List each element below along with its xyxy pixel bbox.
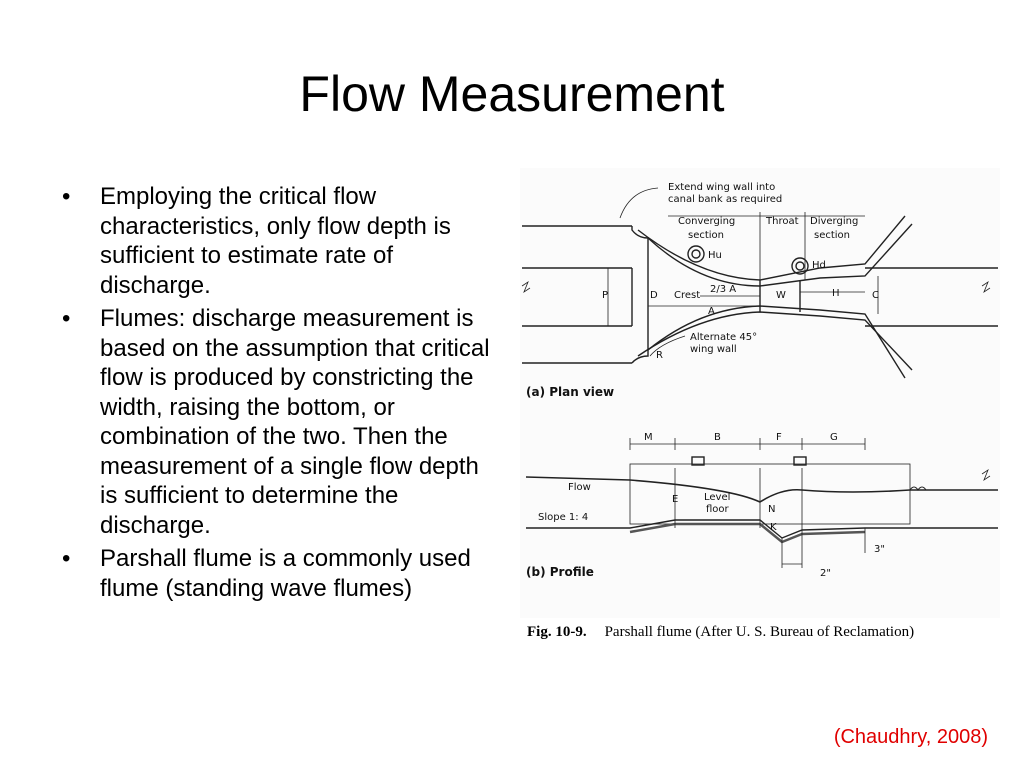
plan-view-caption: (a) Plan view — [526, 385, 615, 399]
bullet-text: Parshall flume is a commonly used flume (standing wave flumes) — [100, 545, 471, 602]
bullet-dot: • — [62, 545, 71, 572]
figure-caption — [527, 624, 1007, 641]
slide-title: Flow Measurement — [299, 66, 725, 122]
r-label: R — [656, 350, 663, 361]
alternate-label: Alternate 45° — [690, 332, 758, 343]
a-label: A — [708, 306, 715, 317]
hu-label: Hu — [708, 250, 722, 261]
h-label: H — [832, 288, 840, 299]
k-label: K — [770, 522, 777, 533]
bullet-item — [62, 544, 492, 603]
bullet-list — [62, 182, 492, 607]
c-label: C — [872, 290, 879, 301]
p-label: P — [602, 290, 609, 301]
bullet-dot: • — [62, 183, 71, 210]
bullet-text: Employing the critical flow characteristics, only flow depth is sufficient to estimate rate of discharge. — [100, 183, 451, 299]
w-label: W — [776, 290, 786, 301]
two-inch-label: 2" — [820, 568, 831, 579]
f-label: F — [776, 432, 782, 443]
figure-number: Fig. 10-9. — [527, 624, 587, 640]
bullet-dot: • — [62, 305, 71, 332]
diverging-label: Diverging — [810, 216, 859, 227]
callout-label: Extend wing wall into — [668, 182, 776, 193]
throat-label: Throat — [766, 216, 799, 227]
three-inch-label: 3" — [874, 544, 885, 555]
m-label: M — [644, 432, 653, 443]
two-thirds-a-label: 2/3 A — [710, 284, 737, 295]
hd-label: Hd — [812, 260, 826, 271]
parshall-flume-figure — [520, 168, 1000, 658]
level-label: floor — [706, 504, 729, 515]
citation: (Chaudhry, 2008) — [833, 726, 988, 748]
figure-caption-text: Parshall flume (After U. S. Bureau of Reclamation) — [604, 624, 915, 640]
profile-caption: (b) Profile — [526, 565, 594, 579]
bullet-item — [62, 304, 492, 540]
converging-label: Converging — [678, 216, 736, 227]
b-label: B — [714, 432, 721, 443]
e-label: E — [672, 494, 679, 505]
d-label: D — [650, 290, 658, 301]
bullet-text: Flumes: discharge measurement is based on the assumption that critical flow is produced by constricting the width, raising the bottom, or combination of the two. Then the measurement of a single flow depth is sufficient to determine the discharge. — [100, 305, 490, 539]
bullet-item — [62, 182, 492, 300]
alternate-label: wing wall — [690, 344, 737, 355]
level-label: Level — [704, 492, 731, 503]
callout-label: canal bank as required — [668, 194, 783, 205]
n-label: N — [768, 504, 776, 515]
crest-label: Crest — [674, 290, 701, 301]
converging-label: section — [688, 230, 725, 241]
flow-label: Flow — [568, 482, 591, 493]
diverging-label: section — [814, 230, 851, 241]
parshall-flume-drawing — [520, 168, 1000, 618]
slope-label: Slope 1: 4 — [538, 512, 589, 523]
g-label: G — [830, 432, 838, 443]
